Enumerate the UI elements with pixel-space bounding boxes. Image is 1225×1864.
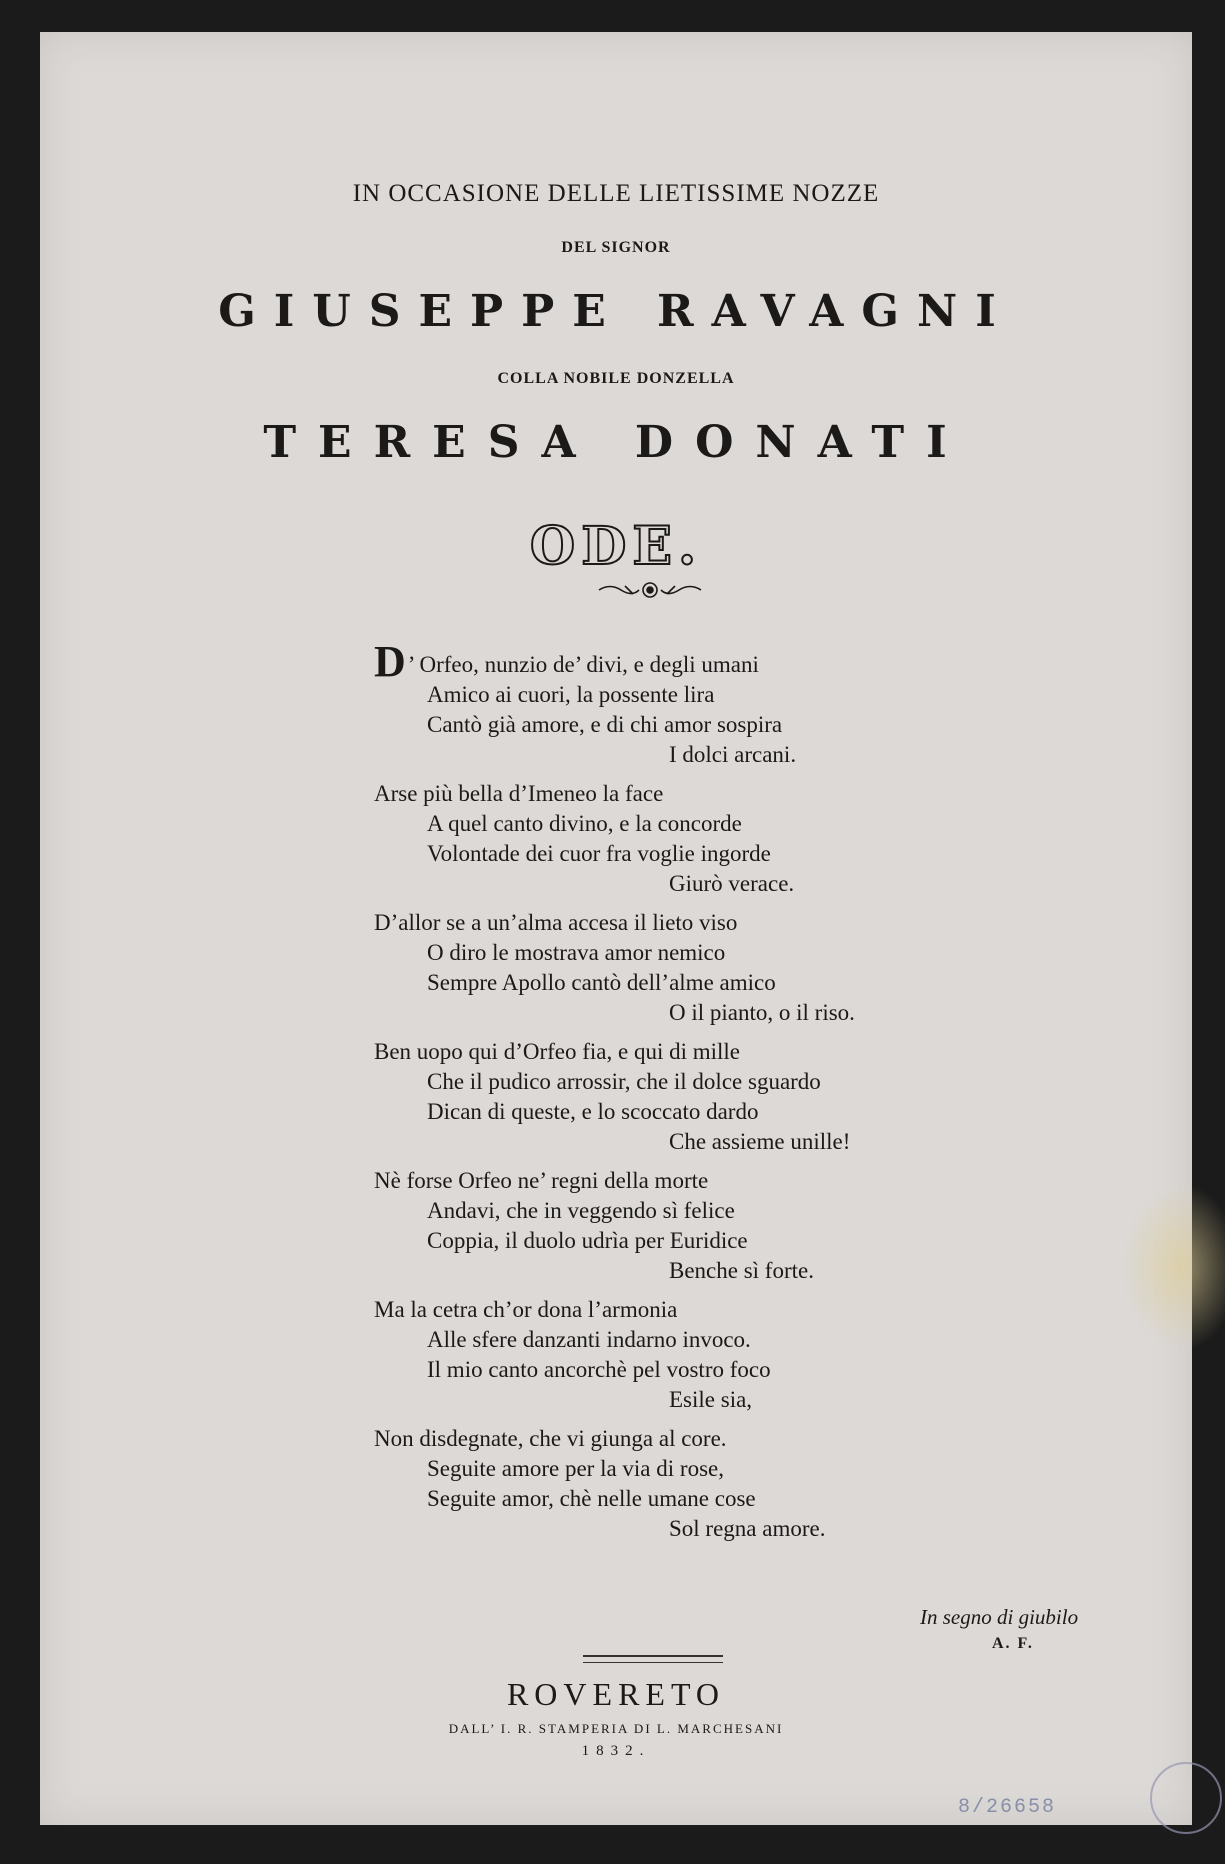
- poem-line: [374, 1166, 994, 1196]
- drop-cap: D: [374, 637, 406, 686]
- divider-rule: [583, 1655, 723, 1657]
- poem-line: [374, 1097, 994, 1127]
- poem-line: [374, 1484, 994, 1514]
- poem-line-text: Non disdegnate, che vi giunga al core.: [374, 1426, 727, 1451]
- poem-line: [374, 1067, 994, 1097]
- poem-line: [374, 680, 994, 710]
- poem-line-text: Andavi, che in veggendo sì felice: [427, 1198, 735, 1223]
- poem-line: [374, 869, 994, 899]
- ode-title: ODE.: [529, 516, 703, 577]
- poem-line: [374, 1355, 994, 1385]
- poem-line-text: Volontade dei cuor fra voglie ingorde: [427, 841, 771, 866]
- poem-line-text: O diro le mostrava amor nemico: [427, 940, 726, 965]
- poem-line: [374, 938, 994, 968]
- poem-line: [374, 779, 994, 809]
- poem-line: [374, 968, 994, 998]
- divider-rule-thin: [583, 1662, 723, 1663]
- poem-line-text: Arse più bella d’Imeneo la face: [374, 781, 664, 806]
- stanza: [374, 1295, 994, 1415]
- colla-line: COLLA NOBILE DONZELLA: [497, 370, 735, 387]
- poem-line: [374, 710, 994, 740]
- poem-line: [374, 1295, 994, 1325]
- poem-line-text: Cantò già amore, e di chi amor sospira: [427, 712, 783, 737]
- poem-line: [374, 1325, 994, 1355]
- poem-line: [374, 809, 994, 839]
- stanza: [374, 1037, 994, 1157]
- imprint-year: 1832.: [581, 1743, 651, 1759]
- poem-line-text: Alle sfere danzanti indarno invoco.: [427, 1327, 751, 1352]
- poem-line-text: Benche sì forte.: [669, 1258, 814, 1283]
- poem-line-text: Seguite amor, chè nelle umane cose: [427, 1486, 756, 1511]
- poem-line-text: ’ Orfeo, nunzio de’ divi, e degli umani: [407, 652, 759, 677]
- poem-line-text: O il pianto, o il riso.: [669, 1000, 855, 1025]
- poem-line-text: Amico ai cuori, la possente lira: [427, 682, 715, 707]
- poem-line-text: Giurò verace.: [669, 871, 795, 896]
- poem-line: [374, 1037, 994, 1067]
- poem-line-text: Ben uopo qui d’Orfeo fia, e qui di mille: [374, 1039, 741, 1064]
- ornament-icon: [595, 580, 705, 600]
- poem-line: [374, 740, 994, 770]
- library-stamp-icon: [1150, 1762, 1222, 1834]
- poem-body: [374, 637, 994, 1553]
- signature-line: In segno di giubilo: [920, 1605, 1079, 1629]
- poem-line: [374, 1454, 994, 1484]
- poem-line: [374, 1226, 994, 1256]
- poem-line: [374, 1127, 994, 1157]
- stanza: [374, 1166, 994, 1286]
- poem-line: [374, 1385, 994, 1415]
- imprint-printer: DALL’ I. R. STAMPERIA DI L. MARCHESANI: [448, 1721, 784, 1736]
- poem-line: [374, 637, 994, 686]
- poem-line-text: Esile sia,: [669, 1387, 753, 1412]
- poem-line-text: D’allor se a un’alma accesa il lieto viso: [374, 910, 738, 935]
- poem-line-text: Seguite amore per la via di rose,: [427, 1456, 724, 1481]
- poem-line: [374, 1514, 994, 1544]
- poem-line-text: I dolci arcani.: [669, 742, 797, 767]
- stanza: [374, 637, 994, 770]
- poem-line: [374, 1196, 994, 1226]
- occasion-heading: IN OCCASIONE DELLE LIETISSIME NOZZE: [352, 180, 880, 207]
- poem-line-text: A quel canto divino, e la concorde: [427, 811, 742, 836]
- poem-line-text: Che assieme unille!: [669, 1129, 851, 1154]
- poem-line: [374, 998, 994, 1028]
- poem-line-text: Nè forse Orfeo ne’ regni della morte: [374, 1168, 709, 1193]
- stanza: [374, 1424, 994, 1544]
- broadside-sheet: [40, 32, 1192, 1825]
- del-signor-line: DEL SIGNOR: [561, 239, 671, 256]
- poem-line-text: Ma la cetra ch’or dona l’armonia: [374, 1297, 678, 1322]
- poem-line: [374, 1424, 994, 1454]
- poem-line-text: Coppia, il duolo udrìa per Euridice: [427, 1228, 748, 1253]
- stanza: [374, 779, 994, 899]
- poem-line: [374, 908, 994, 938]
- shelfmark: 8/26658: [958, 1796, 1057, 1819]
- imprint-city: ROVERETO: [506, 1676, 726, 1712]
- paper-stain: [1120, 1182, 1225, 1352]
- poem-line-text: Dican di queste, e lo scoccato dardo: [427, 1099, 759, 1124]
- signature-initials: A. F.: [992, 1635, 1034, 1652]
- bride-name: TERESA DONATI: [263, 417, 969, 468]
- poem-line: [374, 1256, 994, 1286]
- poem-line-text: Che il pudico arrossir, che il dolce sguardo: [427, 1069, 821, 1094]
- groom-name: GIUSEPPE RAVAGNI: [218, 286, 1014, 337]
- poem-line: [374, 839, 994, 869]
- poem-line-text: Sol regna amore.: [669, 1516, 826, 1541]
- poem-line-text: Sempre Apollo cantò dell’alme amico: [427, 970, 776, 995]
- stanza: [374, 908, 994, 1028]
- poem-line-text: Il mio canto ancorchè pel vostro foco: [427, 1357, 771, 1382]
